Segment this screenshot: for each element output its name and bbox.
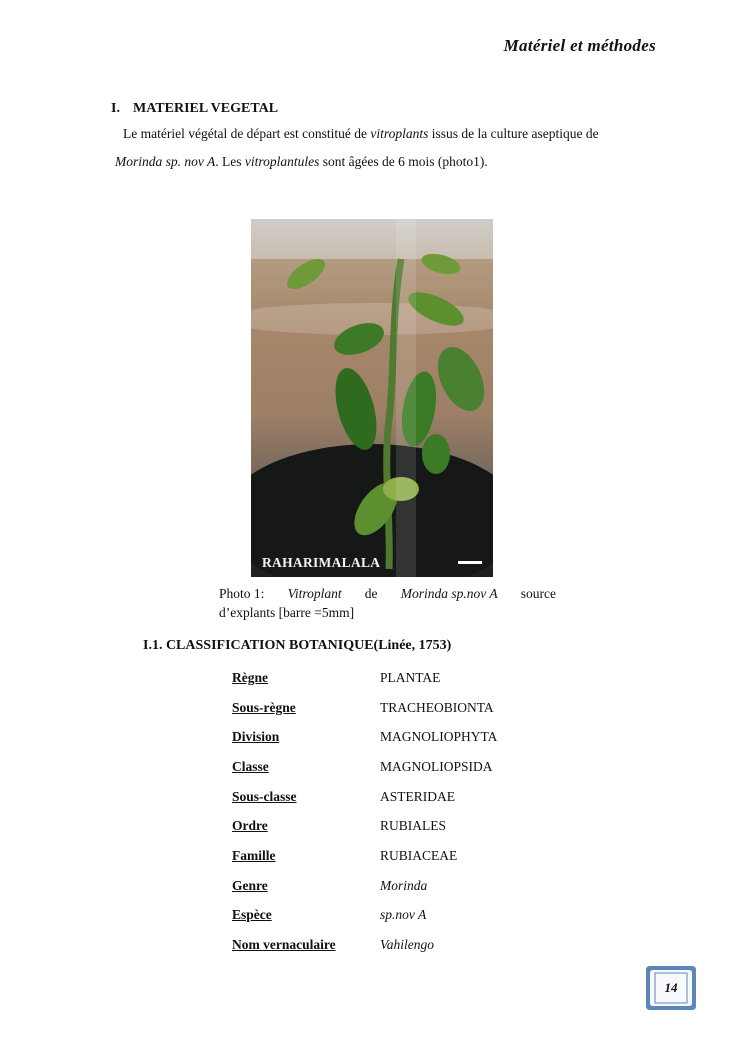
section-title: MATERIEL VEGETAL: [133, 101, 279, 116]
scale-bar: [458, 561, 482, 564]
caption-italic: Vitroplant: [287, 586, 342, 601]
table-row: [232, 930, 572, 960]
rank-value: MAGNOLIOPSIDA: [380, 758, 493, 774]
rank-label: Famille: [232, 847, 276, 863]
classification-heading: I.1. CLASSIFICATION BOTANIQUE(Linée, 1753): [143, 638, 452, 653]
rank-value: PLANTAE: [380, 669, 441, 685]
plant-illustration: [251, 219, 493, 577]
rank-value: Vahilengo: [380, 937, 434, 953]
caption-label: Photo 1:: [219, 586, 265, 601]
paragraph-text: sont âgées de 6 mois (photo1).: [319, 154, 488, 169]
table-row: [232, 811, 572, 841]
paragraph-line-1: [115, 120, 660, 148]
rank-label: Espèce: [232, 907, 272, 923]
rank-label: Genre: [232, 877, 268, 893]
paragraph-line-2: [115, 148, 660, 176]
table-row: [232, 782, 572, 812]
rank-label: Division: [232, 729, 280, 745]
rank-value: MAGNOLIOPHYTA: [380, 729, 498, 745]
photo-caption: [219, 584, 556, 622]
rank-label: Règne: [232, 669, 268, 685]
rank-value: RUBIACEAE: [380, 847, 458, 863]
table-row: [232, 722, 572, 752]
rank-value: TRACHEOBIONTA: [380, 699, 494, 715]
paragraph-text: . Les: [215, 154, 245, 169]
rank-label: Ordre: [232, 818, 268, 834]
rank-label: Sous-règne: [232, 699, 296, 715]
classification-table: [232, 663, 572, 960]
table-row: [232, 841, 572, 871]
caption-line-2: d’explants [barre =5mm]: [219, 605, 355, 620]
rank-value: sp.nov A: [380, 907, 427, 923]
table-row: [232, 871, 572, 901]
section-number: I.: [111, 101, 120, 116]
intro-paragraph: [115, 120, 660, 176]
caption-species: Morinda sp.nov A: [400, 586, 498, 601]
rank-label: Nom vernaculaire: [232, 937, 336, 953]
rank-value: RUBIALES: [380, 818, 447, 834]
caption-text: de: [364, 586, 378, 601]
photo-credit: RAHARIMALALA: [262, 555, 381, 570]
paragraph-italic-term: vitroplants: [370, 126, 429, 141]
caption-text: source: [520, 586, 556, 601]
paragraph-italic-term: vitroplantules: [244, 154, 320, 169]
table-row: [232, 901, 572, 931]
paragraph-text: Le matériel végétal de départ est constitué de: [123, 126, 371, 141]
section-heading: [111, 101, 278, 117]
running-header-title: Matériel et méthodes: [503, 36, 656, 55]
table-row: [232, 663, 572, 693]
paragraph-text: issus de la culture aseptique de: [428, 126, 599, 141]
species-name: Morinda sp. nov A: [115, 154, 216, 169]
rank-label: Classe: [232, 758, 269, 774]
table-row: [232, 693, 572, 723]
rank-label: Sous-classe: [232, 788, 297, 804]
rank-value: Morinda: [380, 877, 428, 893]
table-row: [232, 752, 572, 782]
page-number-badge: [644, 964, 698, 1012]
vitroplant-photo: [251, 219, 493, 577]
caption-line-1: [219, 584, 556, 603]
rank-value: ASTERIDAE: [380, 788, 455, 804]
page-number: 14: [664, 980, 678, 995]
